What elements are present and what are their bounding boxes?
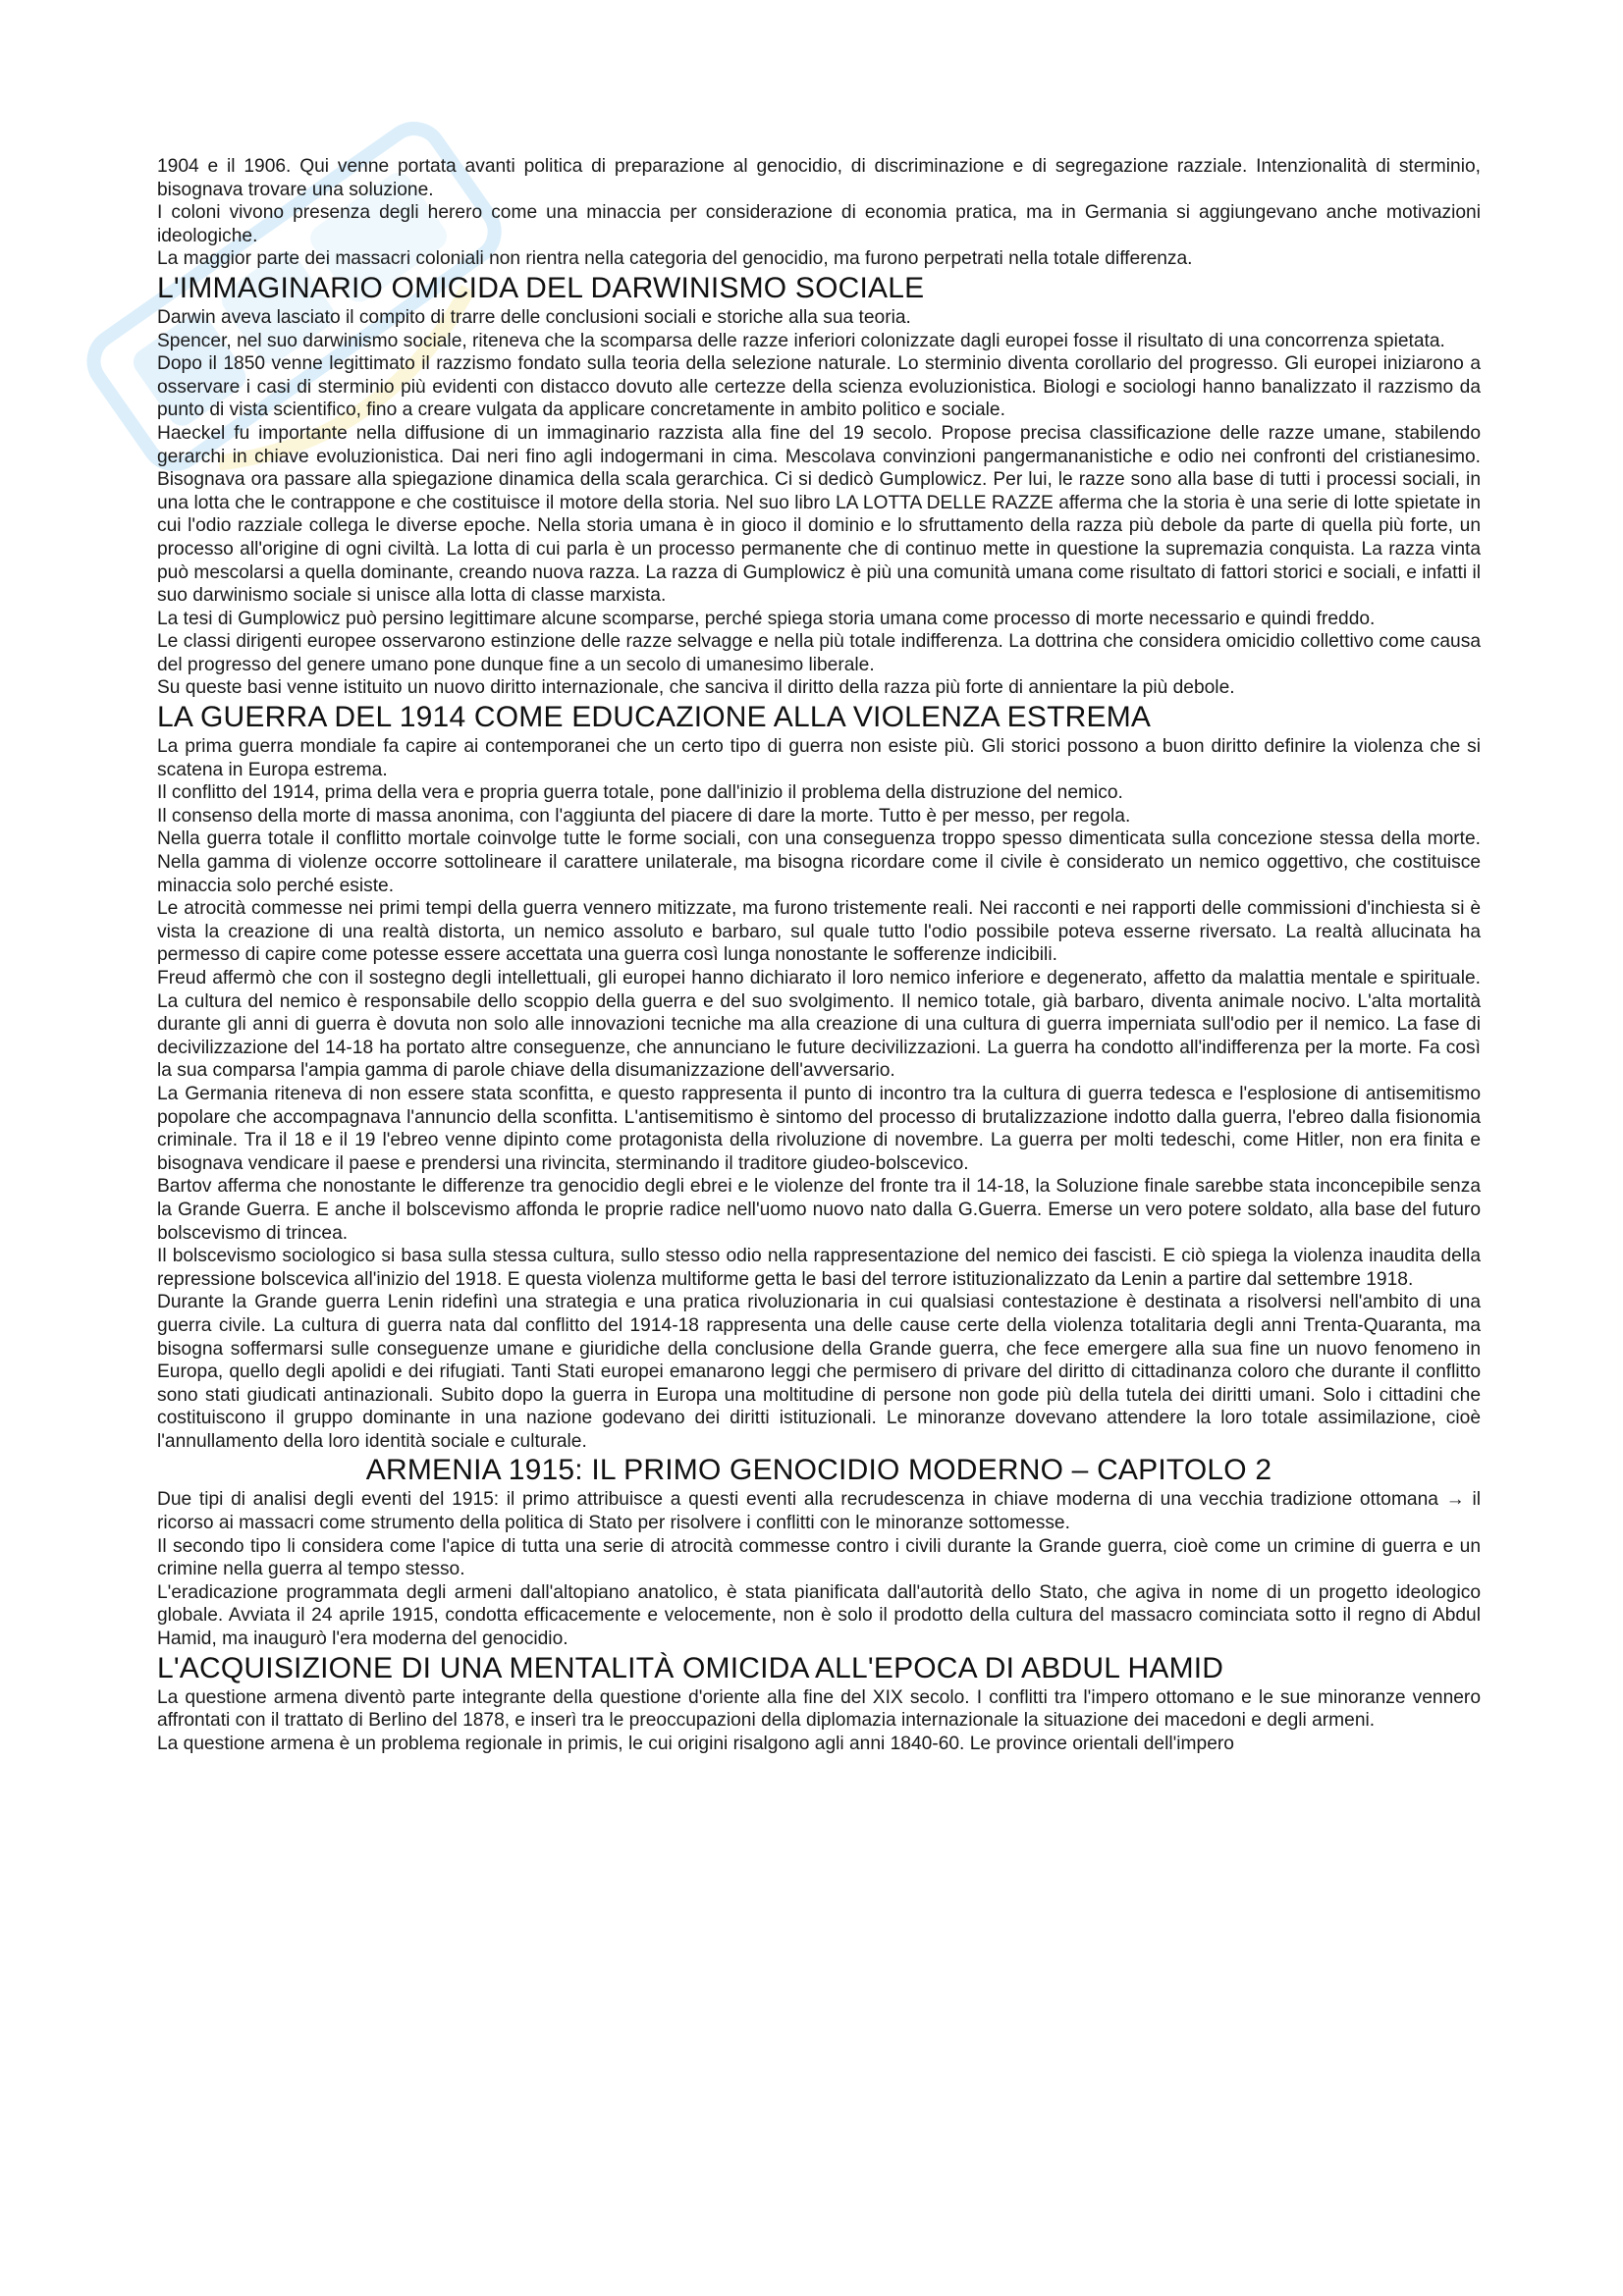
paragraph: Bartov afferma che nonostante le differenze tra genocidio degli ebrei e le violenze del fronte tra il 14-18, la Soluzione finale sarebbe stata inconcepibile senza la Grande Guerra. E anche il bolscevismo affonda le proprie radice nell'uomo nuovo nato dalla G.Guerra. Emerse un vero potere soldato, alla base del futuro bolscevismo di trincea. [157,1176,1481,1244]
paragraph: Due tipi di analisi degli eventi del 1915: il primo attribuisce a questi eventi alla recrudescenza in chiave moderna di una vecchia tradizione ottomana → il ricorso ai massacri come strumento della politica di Stato per risolvere i conflitti con le minoranze sottomesse. [157,1489,1481,1534]
paragraph: La prima guerra mondiale fa capire ai contemporanei che un certo tipo di guerra non esiste più. Gli storici possono a buon diritto definire la violenza che si scatena in Europa estrema. [157,736,1481,780]
paragraph: Haeckel fu importante nella diffusione di un immaginario razzista alla fine del 19 secolo. Propose precisa classificazione delle razze umane, stabilendo gerarchi in chiave evoluzionistica. Dai neri fino agli indogermani in cima. Mescolava convinzioni pangermananistiche e odio nei confronti del cristianesimo. Bisognava ora passare alla spiegazione dinamica della scala gerarchica. Ci si dedicò Gumplowicz. Per lui, le razze sono alla base di tutti i processi sociali, in una lotta che le contrappone e che costituisce il motore della storia. Nel suo libro LA LOTTA DELLE RAZZE afferma che la storia è una serie di lotte spietate in cui l'odio razziale collega le diverse epoche. Nella storia umana è in gioco il dominio e lo sfruttamento della razza più debole da parte di quella più forte, un processo all'origine di ogni civiltà. La lotta di cui parla è un processo permanente che di continuo mette in questione la supremazia conquista. La razza vinta può mescolarsi a quella dominante, creando nuova razza. La razza di Gumplowicz è più una comunità umana come risultato di fattori storici e sociali, e infatti il suo darwinismo sociale si unisce alla lotta di classe marxista. [157,422,1481,607]
paragraph: Dopo il 1850 venne legittimato il razzismo fondato sulla teoria della selezione naturale. Lo sterminio diventa corollario del progresso. Gli europei iniziarono a osservare i casi di sterminio più evidenti con distacco dovuto alle certezze della scienza evoluzionistica. Biologi e sociologi hanno banalizzato il razzismo da punto di vista scientifico, fino a creare vulgata da applicare concretamente in ambito politico e sociale. [157,353,1481,421]
paragraph: La tesi di Gumplowicz può persino legittimare alcune scomparse, perché spiega storia umana come processo di morte necessario e quindi freddo. [157,608,1376,629]
paragraph: Il consenso della morte di massa anonima, con l'aggiunta del piacere di dare la morte. Tutto è per messo, per regola. [157,805,1131,827]
paragraph: Durante la Grande guerra Lenin ridefinì una strategia e una pratica rivoluzionaria in cui qualsiasi contestazione è destinata a risolversi nell'ambito di una guerra civile. La cultura di guerra nata dal conflitto del 1914-18 rappresenta una delle cause certe della violenza totalitaria degli anni Trenta-Quaranta, ma bisogna soffermarsi sulle conseguenze umane e giuridiche della conclusione della Grande guerra, che fece emergere alla sua fine un nuovo fenomeno in Europa, quello degli apolidi e dei rifugiati. Tanti Stati europei emanarono leggi che permisero di privare del diritto di cittadinanza coloro che durante il conflitto sono stati giudicati antinazionali. Subito dopo la guerra in Europa una moltitudine di persone non gode più della tutela dei diritti umani. Solo i cittadini che costituiscono il gruppo dominante in una nazione godevano dei diritti istituzionali. Le minoranze dovevano attendere la loro totale assimilazione, cioè l'annullamento della loro identità sociale e culturale. [157,1292,1481,1452]
paragraph: Il bolscevismo sociologico si basa sulla stessa cultura, sullo stesso odio nella rappresentazione del nemico dei fascisti. E ciò spiega la violenza inaudita della repressione bolscevica all'inizio del 1918. E questa violenza multiforme getta le basi del terrore istituzionalizzato da Lenin a partire dal settembre 1918. [157,1246,1481,1290]
section-heading: L'IMMAGINARIO OMICIDA DEL DARWINISMO SOCIALE [157,271,925,304]
paragraph: I coloni vivono presenza degli herero come una minaccia per considerazione di economia pratica, ma in Germania si aggiungevano anche motivazioni ideologiche. [157,202,1481,246]
paragraph: La questione armena diventò parte integrante della questione d'oriente alla fine del XIX secolo. I conflitti tra l'impero ottomano e le sue minoranze vennero affrontati con il trattato di Berlino del 1878, e inserì tra le preoccupazioni della diplomazia internazionale la situazione dei macedoni e degli armeni. [157,1686,1481,1732]
paragraph: Le classi dirigenti europee osservarono estinzione delle razze selvagge e nella più totale indifferenza. La dottrina che considera omicidio collettivo come causa del progresso del genere umano pone dunque fine a un secolo di umanesimo liberale. [157,631,1481,675]
paragraph: Nella guerra totale il conflitto mortale coinvolge tutte le forme sociali, con una conseguenza troppo spesso dimenticata sulla concezione stessa della morte. Nella gamma di violenze occorre sottolineare il carattere unilaterale, ma bisogna ricordare come il civile è considerato un nemico oggettivo, che costituisce minaccia solo perché esiste. [157,828,1481,896]
section-heading: L'ACQUISIZIONE DI UNA MENTALITÀ OMICIDA ALL'EPOCA DI ABDUL HAMID [157,1651,1224,1684]
paragraph: Su queste basi venne istituito un nuovo diritto internazionale, che sanciva il diritto della razza più forte di annientare la più debole. [157,677,1235,699]
paragraph: L'eradicazione programmata degli armeni dall'altopiano anatolico, è stata pianificata dall'autorità dello Stato, che agiva in nome di un progetto ideologico globale. Avviata il 24 aprile 1915, condotta efficacemente e velocemente, non è solo il prodotto della cultura del massacro cominciata sotto il regno di Abdul Hamid, ma inaugurò l'era moderna del genocidio. [157,1581,1481,1650]
paragraph: La questione armena è un problema regionale in primis, le cui origini risalgono agli anni 1840-60. Le province orientali dell'impero [157,1733,1234,1754]
paragraph: Le atrocità commesse nei primi tempi della guerra vennero mitizzate, ma furono tristemente reali. Nei racconti e nei rapporti delle commissioni d'inchiesta si è vista la creazione di una realtà distorta, un nemico assoluto e barbaro, sul quale tutto l'odio possibile poteva esserne riversato. La realtà allucinata ha permesso di capire come potesse essere accettata una guerra così lunga nonostante le sofferenze indicibili. [157,898,1481,966]
section-heading: ARMENIA 1915: IL PRIMO GENOCIDIO MODERNO – CAPITOLO 2 [365,1454,1272,1487]
paragraph: Darwin aveva lasciato il compito di trarre delle conclusioni sociali e storiche alla sua teoria. [157,306,911,328]
section-heading: LA GUERRA DEL 1914 COME EDUCAZIONE ALLA VIOLENZA ESTREMA [157,701,1152,734]
paragraph: La Germania riteneva di non essere stata sconfitta, e questo rappresenta il punto di incontro tra la cultura di guerra tedesca e l'esplosione di antisemitismo popolare che accompagnava l'annuncio della sconfitta. L'antisemitismo è sintomo del processo di brutalizzazione indotto dalla guerra, l'ebreo dalla fisionomia criminale. Tra il 18 e il 19 l'ebreo venne dipinto come protagonista della rivoluzione di novembre. La guerra per molti tedeschi, come Hitler, non era finita e bisognava vendicare il paese e prendersi una rivincita, sterminando il traditore giudeo-bolscevico. [157,1083,1481,1174]
paragraph: Freud affermò che con il sostegno degli intellettuali, gli europei hanno dichiarato il loro nemico inferiore e degenerato, affetto da malattia mentale e spirituale. La cultura del nemico è responsabile dello scoppio della guerra e del suo svolgimento. Il nemico totale, già barbaro, diventa animale nocivo. L'alta mortalità durante gli anni di guerra è dovuta non solo alle innovazioni tecniche ma alla creazione di una cultura di guerra imperniata sull'odio per il nemico. La fase di decivilizzazione del 14-18 ha portato altre conseguenze, che annunciano le future decivilizzazioni. La guerra ha condotto all'indifferenza per la morte. Fa così la sua comparsa l'ampia gamma di parole chiave della disumanizzazione dell'avversario. [157,968,1481,1082]
paragraph: 1904 e il 1906. Qui venne portata avanti politica di preparazione al genocidio, di discriminazione e di segregazione razziale. Intenzionalità di sterminio, bisognava trovare una soluzione. [157,156,1481,200]
paragraph: La maggior parte dei massacri coloniali non rientra nella categoria del genocidio, ma furono perpetrati nella totale differenza. [157,248,1193,270]
paragraph: Il conflitto del 1914, prima della vera e propria guerra totale, pone dall'inizio il problema della distruzione del nemico. [157,782,1123,804]
paragraph: Il secondo tipo li considera come l'apice di tutta una serie di atrocità commesse contro i civili durante la Grande guerra, cioè come un crimine di guerra e un crimine nella guerra al tempo stesso. [157,1535,1481,1580]
document-body [157,155,1481,1755]
paragraph: Spencer, nel suo darwinismo sociale, riteneva che la scomparsa delle razze inferiori colonizzate dagli europei fosse il risultato di una concorrenza spietata. [157,330,1445,351]
